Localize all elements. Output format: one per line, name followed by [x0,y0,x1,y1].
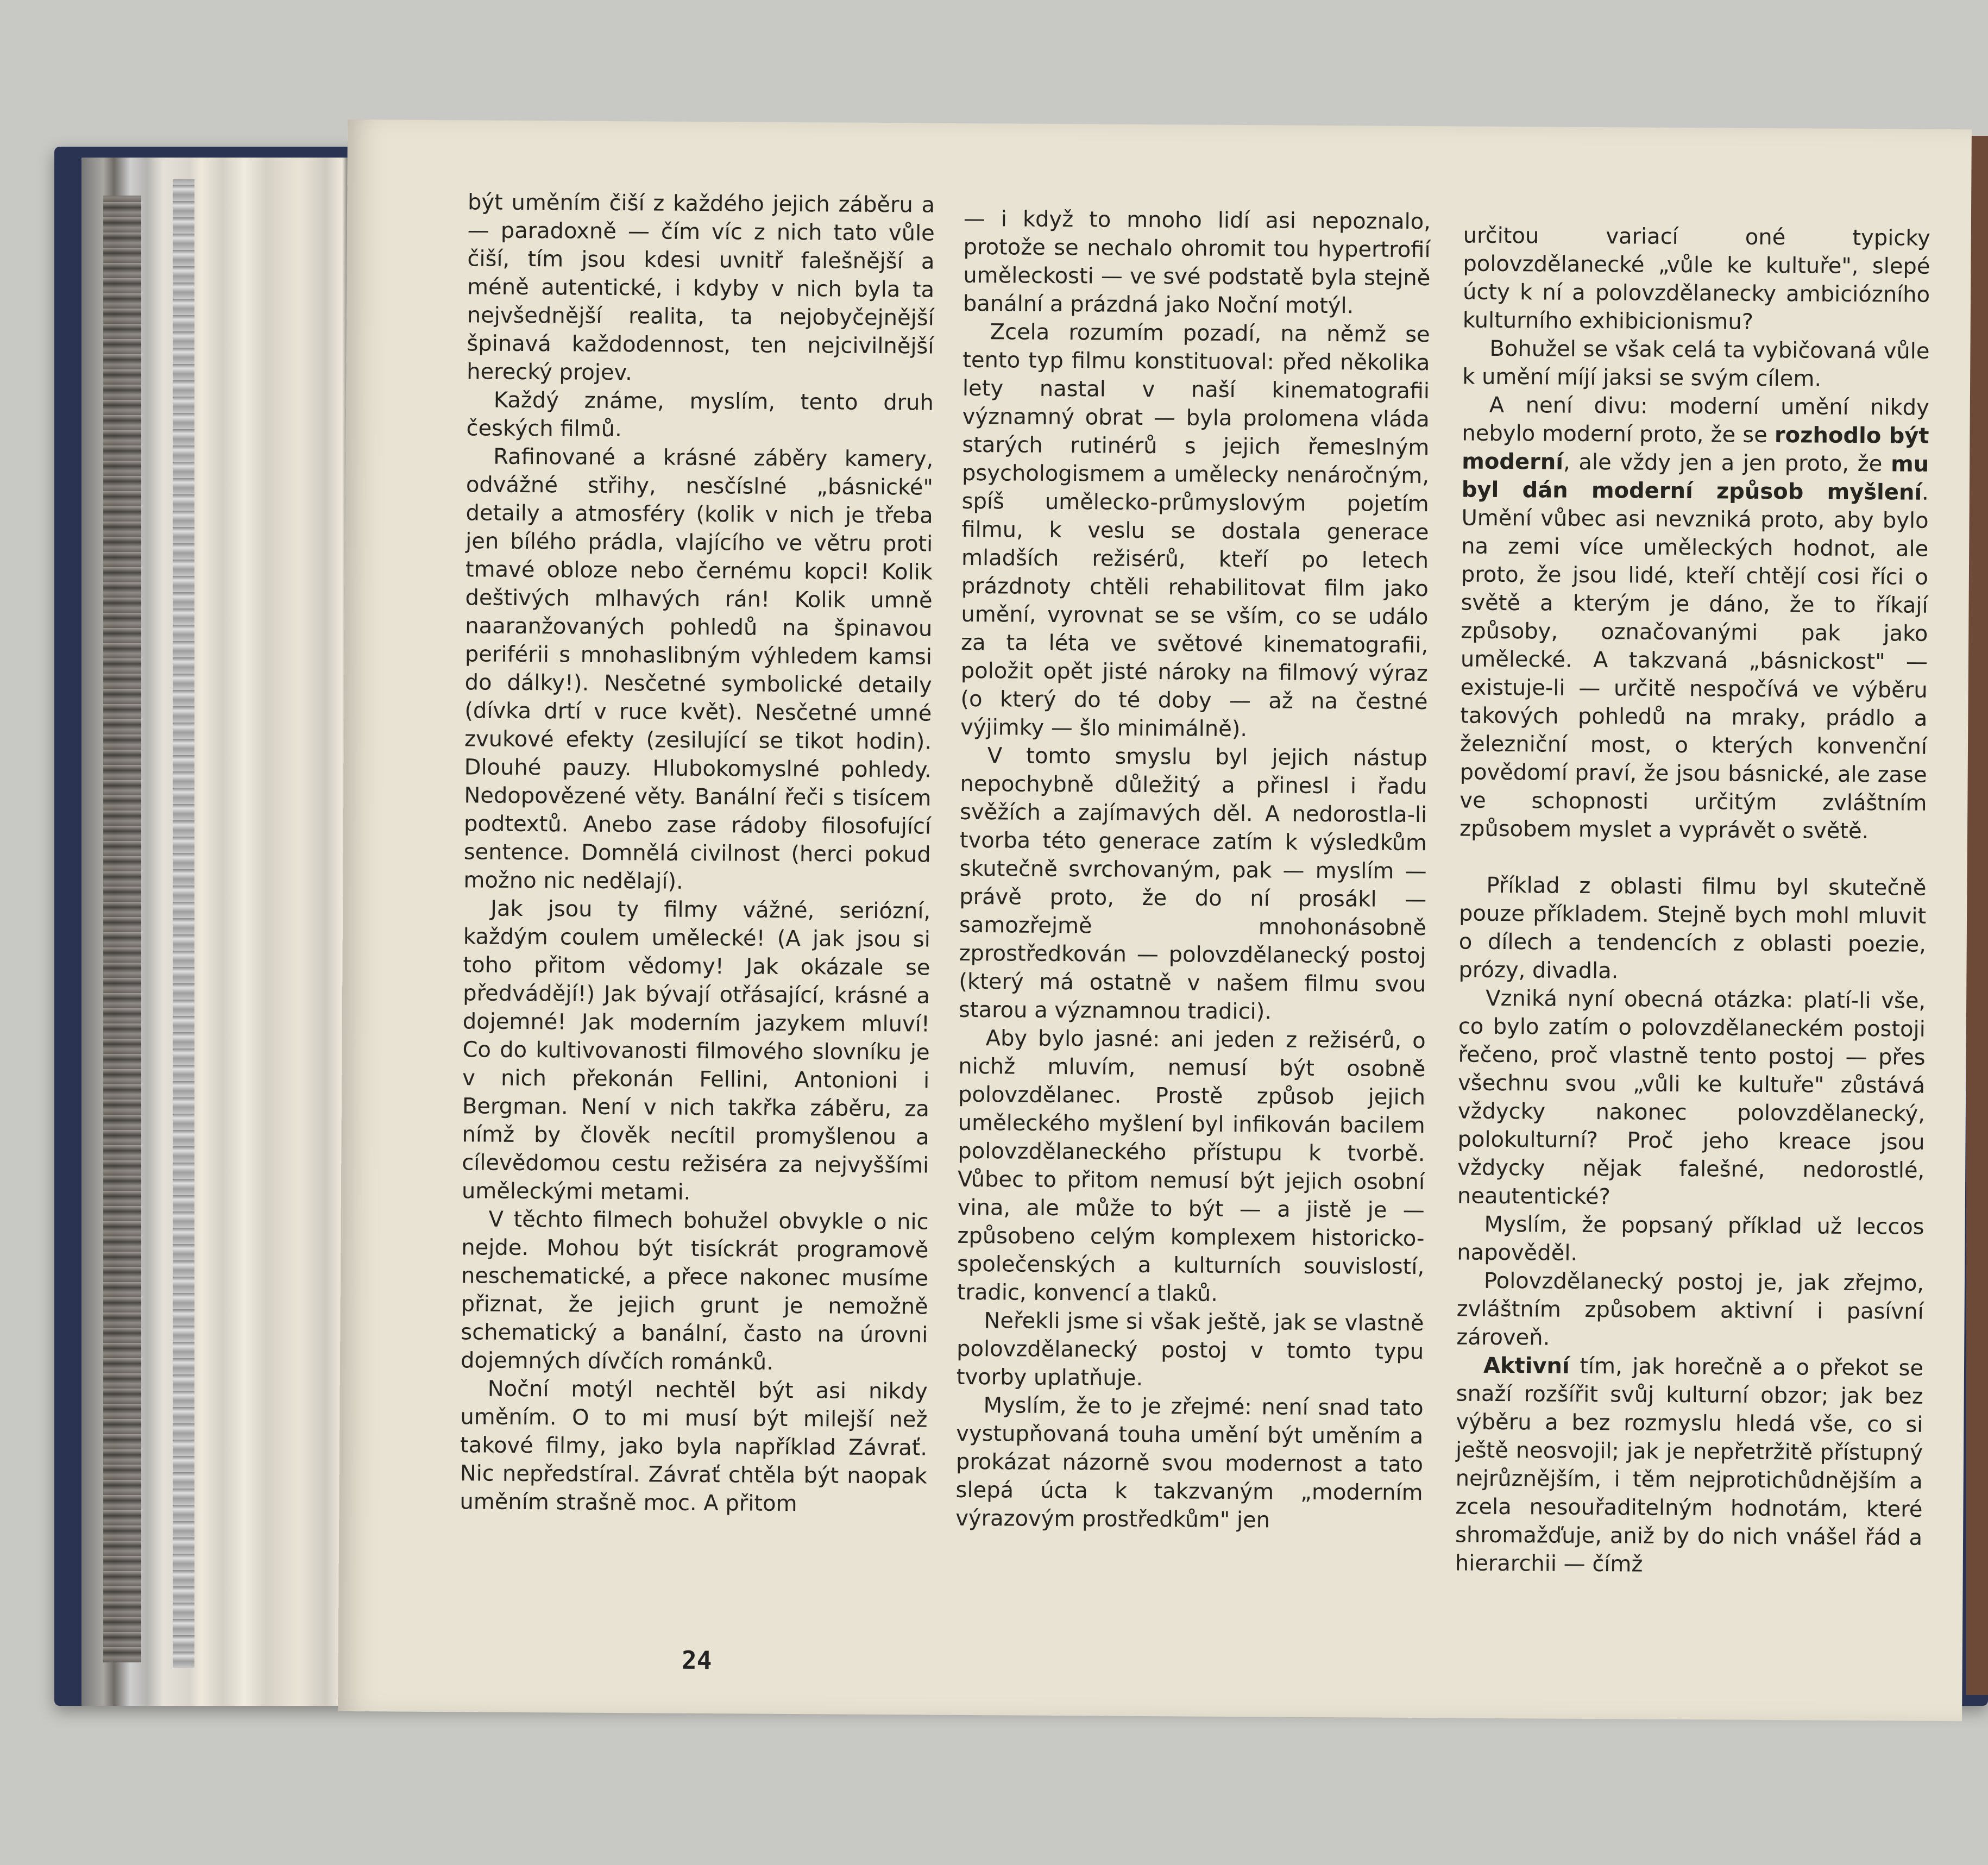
emphasis-text: mu byl dán moderní způsob myšlení [1461,451,1929,505]
paragraph: Noční motýl nechtěl být asi nikdy uměním. O to mi musí být milejší než takové filmy, jako byla například Závrať. Nic nepředstíral. Závrať chtěla být naopak uměním strašně moc. A přitom [460,1376,928,1517]
paragraph: V tomto smyslu byl jejich nástup nepochybně důležitý a přinesl i řadu svěžích a zajímavých děl. A nedorostla-li tvorba této generace zatím k výsledkům skutečně svrchovaným, pak — myslím — právě proto, že do ní prosákl — samozřejmě mnohonásobně zprostředkován — polovzdělanecký postoj (který má ostatně v našem filmu svou starou a významnou tradici). [958,743,1427,1025]
paragraph: určitou variací oné typicky polovzdělanecké „vůle ke kultuře", slepé úcty k ní a polovzdělanecky ambiciózního kulturního exhibicionismu? [1462,223,1930,335]
text-column-2 [955,205,1431,1535]
paragraph: být uměním čiší z každého jejich záběru a — paradoxně — čím víc z nich tato vůle čiší, tím jsou kdesi uvnitř falešnější a méně autentické, i kdyby v nich byla ta nejvšednější realita, ta nejobyčejnější špinavá každodennost, ten nejcivilnější herecký projev. [467,190,935,386]
text-column-1 [460,188,935,1518]
paragraph: Polovzdělanecký postoj je, jak zřejmo, zvláštním způsobem aktivní i pasívní zároveň. [1456,1268,1924,1351]
text-column-3 [1455,222,1930,1580]
paragraph: Zcela rozumím pozadí, na němž se tento typ filmu konstituoval: před několika lety nastal v naší kinematografii významný obrat — byla prolomena vláda starých rutinérů s jejich řemeslným psychologismem a umělecky nenáročným, spíš umělecko-průmyslovým pojetím filmu, k veslu se dostala generace mladších režisérů, kteří po letech prázdnoty chtěli rehabilitovat film jako umění, vyrovnat se se vším, co se událo za ta léta ve světové kinematografii, položit opět jisté nároky na filmový výraz (o který do té doby — až na čestné výjimky — šlo minimálně). [960,319,1430,742]
paragraph: Příklad z oblasti filmu byl skutečně pouze příkladem. Stejně bych mohl mluvit o dílech a tendencích z oblasti poezie, prózy, divadla. [1458,872,1927,984]
book-page [338,120,1972,1721]
emphasis-text: rozhodlo být moderní [1462,423,1929,475]
paragraph: Každý známe, myslím, tento druh českých filmů. [466,387,934,442]
paragraph: Aktivní tím, jak horečně a o překot se snaží rozšířit svůj kulturní obzor; jak bez výběru a bez rozmyslu hledá vše, co si ještě neosvojil; jak je nepřetržitě přístupný nejrůznějším, i těm nejprotichůdnějším a zcela nesouřaditelným hodnotám, které shromažďuje, aniž by do nich vnášel řád a hierarchii — čímž [1455,1353,1924,1577]
page-number: 24 [681,1645,712,1675]
paragraph: — i když to mnoho lidí asi nepoznalo, protože se nechalo ohromit tou hypertrofií uměleckosti — ve své podstatě byla stejně banální a prázdná jako Noční motýl. [962,206,1431,319]
paragraph: A není divu: moderní umění nikdy nebylo moderní proto, že se rozhodlo být moderní, ale vždy jen a jen proto, že mu byl dán moderní způsob myšlení. Umění vůbec asi nevzniká proto, aby bylo na zemi více uměleckých hodnot, ale proto, že jsou lidé, kteří chtějí cosi říci o světě a kterým je dáno, že to říkají způsoby, označovanými pak jako umělecké. A takzvaná „básnickost" — existuje-li — určitě nespočívá ve výběru takových pohledů na mraky, prádlo a železniční most, o kterých konvenční povědomí praví, že jsou básnické, ale zase ve schopnosti určitým zvláštním způsobem myslet a vyprávět o světě. [1459,392,1929,844]
paragraph: Bohužel se však celá ta vybičovaná vůle k umění míjí jaksi se svým cílem. [1462,336,1930,392]
paragraph: Aby bylo jasné: ani jeden z režisérů, o nichž mluvím, nemusí být osobně polovzdělanec. Prostě způsob jejich uměleckého myšlení byl infikován bacilem polovzdělaneckého přístupu k tvorbě. Vůbec to přitom nemusí být jejich osobní vina, ale může to být — a jistě je — způsobeno celým komplexem historicko-společenských a kulturních souvislostí, tradic, konvencí a tlaků. [957,1026,1426,1307]
inserted-photo-strip [103,196,141,1662]
paragraph: Rafinované a krásné záběry kamery, odvážné střihy, nesčíslné „básnické" detaily a atmosféry (kolik v nich je třeba jen bílého prádla, vlajícího ve větru proti tmavé obloze nebo černému kopci! Kolik deštivých mlhavých rán! Kolik umně naaranžovaných pohledů na špinavou periférii s mnohaslibným výhledem kamsi do dálky!). Nesčetné symbolické detaily (dívka drtí v ruce květ). Nesčetné umné zvukové efekty (zesilující se tikot hodin). Dlouhé pauzy. Hlubokomyslné pohledy. Nedopovězené věty. Banální řeči s tisícem podtextů. Anebo zase rádoby filosofující sentence. Domnělá civilnost (herci pokud možno nic nedělají). [463,444,934,894]
paragraph: Neřekli jsme si však ještě, jak se vlastně polovzdělanecký postoj v tomto typu tvorby uplatňuje. [956,1308,1424,1391]
inserted-foil-strip [173,179,194,1668]
paragraph: Vzniká nyní obecná otázka: platí-li vše, co bylo zatím o polovzdělaneckém postoji řečeno, proč vlastně tento postoj — přes všechnu svou „vůli ke kultuře" zůstává vždycky nakonec polovzdělanecký, polokulturní? Proč jeho kreace jsou vždycky nějak falešné, nedorostlé, neautentické? [1457,985,1926,1210]
paragraph: Myslím, že to je zřejmé: není snad tato vystupňovaná touha umění být uměním a prokázat názorně svou modernost a tato slepá úcta k takzvaným „moderním výrazovým prostředkům" jen [955,1393,1424,1533]
paragraph: Jak jsou ty filmy vážné, seriózní, každým coulem umělecké! (A jak jsou si toho přitom vědomy! Jak okázale se předvádějí!) Jak bývají otřásající, krásné a dojemné! Jak moderním jazykem mluví! Co do kultivovanosti filmového slovníku je v nich překonán Fellini, Antonioni i Bergman. Není v nich takřka záběru, za nímž by člověk necítil promyšlenou a cílevědomou cestu režiséra za nejvyššími uměleckými metami. [461,896,931,1205]
paragraph: Myslím, že popsaný příklad už leccos napověděl. [1457,1211,1924,1266]
emphasis-text: Aktivní [1483,1353,1570,1379]
paragraph: V těchto filmech bohužel obvykle o nic nejde. Mohou být tisíckrát programově neschematické, a přece nakonec musíme přiznat, že jejich grunt je nemožně schematický a banální, často na úrovni dojemných dívčích románků. [460,1207,929,1375]
